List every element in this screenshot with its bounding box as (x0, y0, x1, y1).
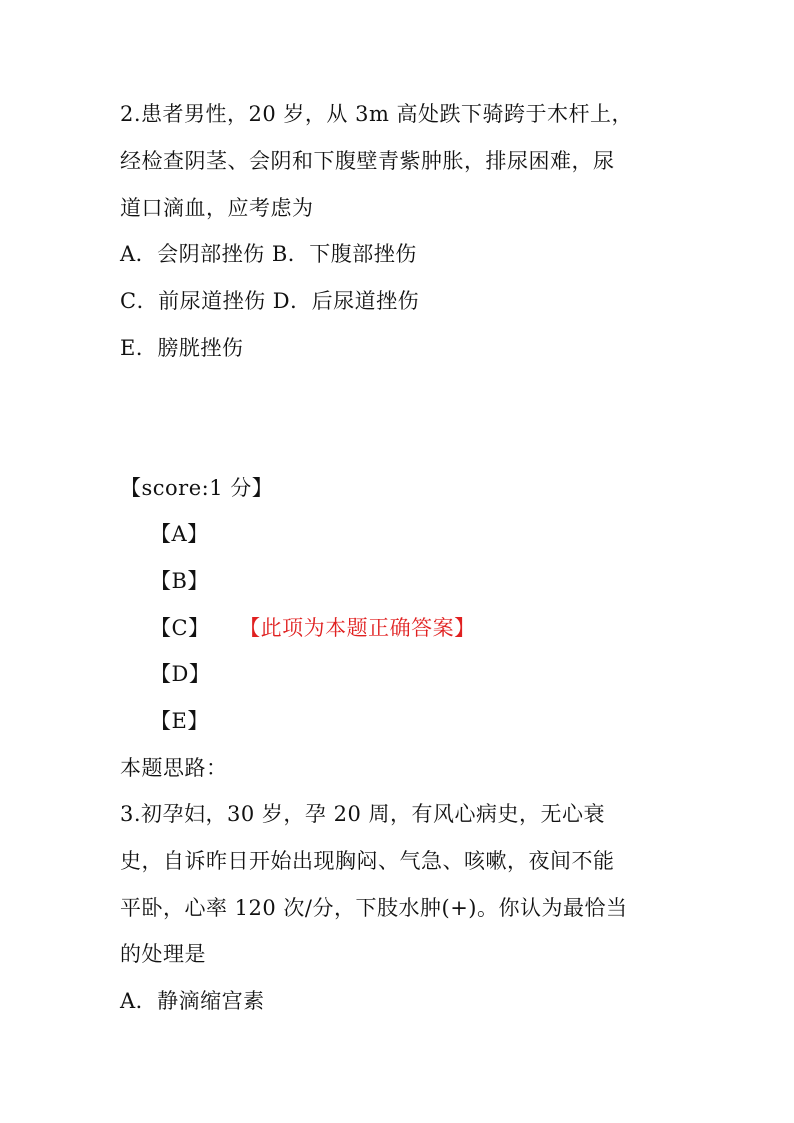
q3-stem-line-3: 平卧，心率 120 次/分，下肢水肿(+)。你认为最恰当 (120, 896, 628, 920)
q2-option-line-3: E．膀胱挫伤 (120, 336, 244, 360)
q3-stem-line-1: 3.初孕妇，30 岁，孕 20 周，有风心病史，无心衰 (120, 802, 606, 826)
q2-stem-line-1: 2.患者男性，20 岁，从 3m 高处跌下骑跨于木杆上， (120, 102, 634, 126)
score-label: 【score:1 分】 (120, 476, 274, 500)
q3-stem-line-2: 史，自诉昨日开始出现胸闷、气急、咳嗽，夜间不能 (120, 849, 615, 873)
q2-stem-line-2: 经检查阴茎、会阴和下腹壁青紫肿胀，排尿困难，尿 (120, 149, 615, 173)
q3-stem-line-4: 的处理是 (120, 942, 206, 966)
q2-stem-line-3: 道口滴血，应考虑为 (120, 196, 314, 220)
choice-a: 【A】 (150, 522, 209, 546)
choice-d: 【D】 (150, 662, 211, 686)
choice-b: 【B】 (150, 569, 209, 593)
q2-option-line-1: A．会阴部挫伤 B．下腹部挫伤 (120, 242, 417, 266)
correct-answer-note: 【此项为本题正确答案】 (249, 616, 476, 640)
choice-c-row (150, 614, 476, 642)
choice-c: 【C】 (150, 616, 210, 640)
reasoning-label: 本题思路： (120, 756, 228, 780)
choice-e: 【E】 (150, 709, 209, 733)
q3-option-line-1: A．静滴缩宫素 (120, 989, 265, 1013)
q2-option-line-2: C．前尿道挫伤 D．后尿道挫伤 (120, 289, 420, 313)
